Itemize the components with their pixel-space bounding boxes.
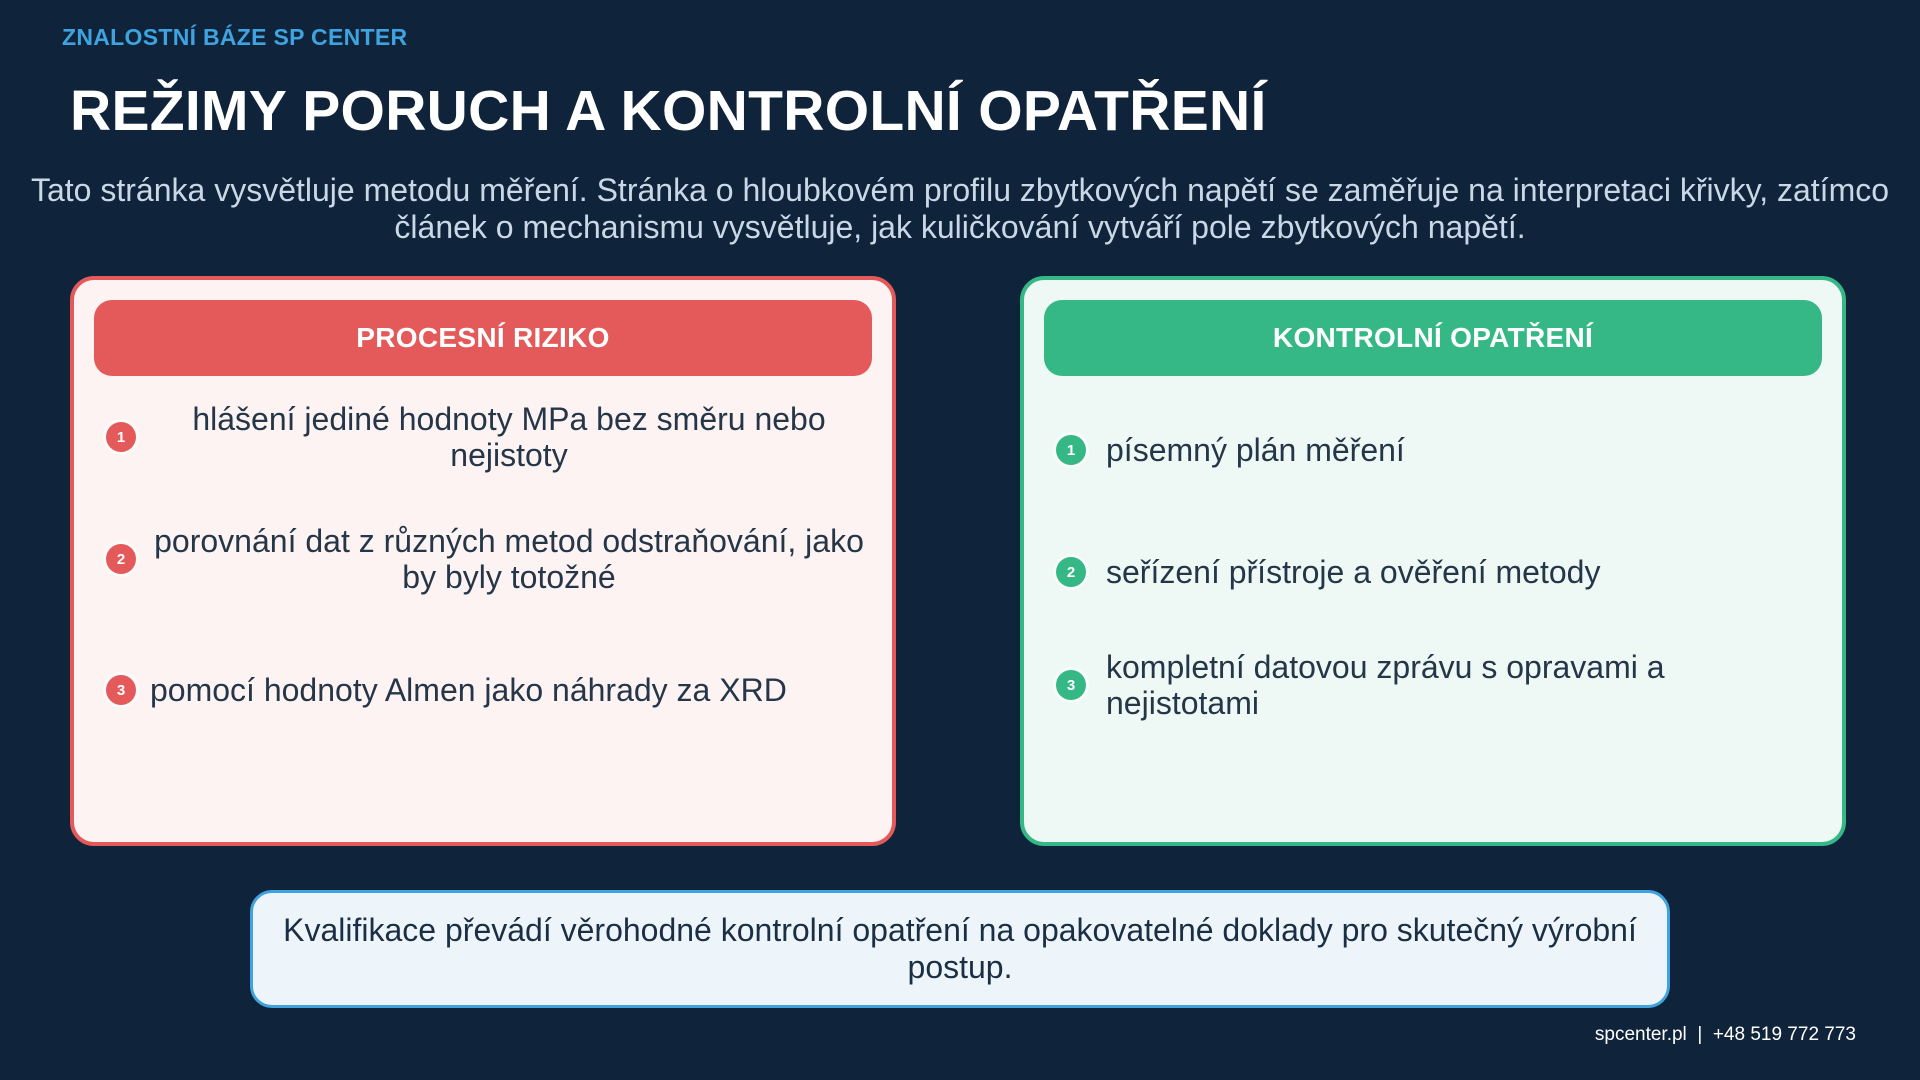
- risk-item-number: 3: [106, 675, 136, 705]
- contact-info: spcenter.pl | +48 519 772 773: [1594, 1024, 1856, 1045]
- risk-item-text: porovnání dat z různých metod odstraňování, jako by byly totožné: [154, 523, 864, 595]
- risk-item-text: pomocí hodnoty Almen jako náhrady za XRD: [150, 672, 787, 708]
- risk-item-number: 2: [106, 544, 136, 574]
- control-item-number: 3: [1056, 670, 1086, 700]
- risk-item: [106, 400, 876, 474]
- control-item: [1056, 420, 1826, 480]
- qualification-note: [250, 890, 1670, 1008]
- control-item: [1056, 542, 1826, 602]
- qualification-note-text: Kvalifikace převádí věrohodné kontrolní opatření na opakovatelné doklady pro skutečný výrobní postup.: [283, 912, 1637, 985]
- risk-item: [106, 522, 876, 596]
- page-title: REŽIMY PORUCH A KONTROLNÍ OPATŘENÍ: [70, 79, 1267, 143]
- risk-item-text: hlášení jediné hodnoty MPa bez směru nebo nejistoty: [192, 401, 826, 473]
- risk-item-number: 1: [106, 422, 136, 452]
- risk-panel-heading: PROCESNÍ RIZIKO: [94, 300, 872, 376]
- risk-item: [106, 660, 876, 720]
- control-item-number: 1: [1056, 435, 1086, 465]
- control-item: [1056, 648, 1826, 722]
- control-item-number: 2: [1056, 557, 1086, 587]
- brand-label: ZNALOSTNÍ BÁZE SP CENTER: [62, 24, 408, 50]
- control-item-text: kompletní datovou zprávu s opravami a nejistotami: [1106, 649, 1665, 721]
- page-subtitle: Tato stránka vysvětluje metodu měření. Stránka o hloubkovém profilu zbytkových napětí se zaměřuje na interpretaci křivky, zatímco článek o mechanismu vysvětluje, jak kuličkování vytváří pole zbytkových napětí.: [30, 172, 1890, 245]
- control-item-text: písemný plán měření: [1106, 432, 1405, 468]
- control-item-text: seřízení přístroje a ověření metody: [1106, 554, 1601, 590]
- control-panel: [1020, 276, 1846, 846]
- risk-panel: [70, 276, 896, 846]
- control-panel-heading: KONTROLNÍ OPATŘENÍ: [1044, 300, 1822, 376]
